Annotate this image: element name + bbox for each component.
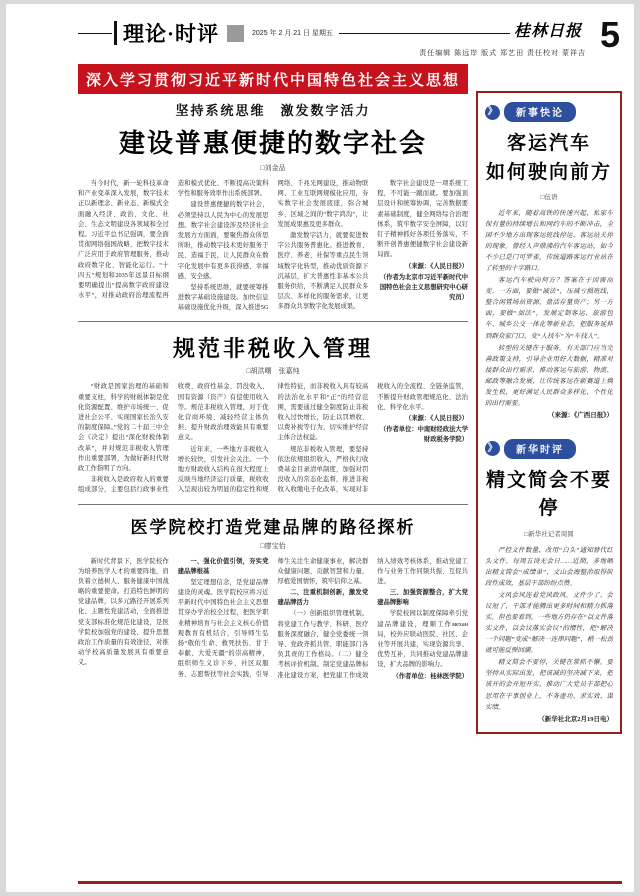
edition-title-square — [227, 25, 244, 42]
edition-title: 理论·时评 — [123, 22, 220, 46]
page-number: 5 — [599, 14, 620, 55]
staff-credits: 责任编辑 陈远岸 版式 郑艺田 责任校对 蒙祥吉 — [419, 50, 586, 57]
paragraph: （来源：《广西日报》） — [548, 411, 613, 419]
paragraph: 数字社会建设是一项系统工程，不可能一蹴而就。要加强顶层设计和统筹协调，完善数据要素基础制度，健全网络综合治理体系，筑牢数字安全屏障，以钉钉子精神抓好各项任务落实，不断开创普惠便捷数字社会建设新局面。 — [377, 180, 468, 259]
paragraph: （来源：《人民日报》） — [405, 415, 468, 422]
paragraph: （一）创新组织管理机制。将党建工作与教学、科研、医疗服务深度融合，健全党委统一领导、党政齐抓共管、职能部门各负其责的工作格局。（二）健全考核评价机制。制定党建品牌标准化建设方案，把党建工作成效纳入绩效考核体系，推动党建工作与业务工作同频共振、互促共进。 — [277, 557, 468, 679]
headline-line: 精文简会不要停 — [485, 469, 612, 520]
header-rule-right — [339, 33, 510, 34]
paragraph: （作者单位：中南财经政法大学财政税务学院） — [379, 426, 468, 444]
left-column — [78, 64, 468, 734]
article-byline: □廖宝怡 — [260, 542, 286, 550]
paragraph: （作者为北京市习近平新时代中国特色社会主义思想研究中心研究员） — [379, 273, 468, 302]
section-badge — [485, 102, 613, 122]
paragraph: （新华社北京2月19日电） — [538, 715, 613, 723]
paragraph: 二、注重机制创新，激发党建品牌活力 — [277, 589, 369, 607]
paragraph: 坚持系统思维，就要统筹推进数字基础设施建设。加快信息基础设施优化升级，深入推进5G网络、千兆光网建设，推动物联网、工业互联网规模化应用，夯实数字社会发展底座，弥合城乡、区域之间的“数字鸿沟”，让发展成果惠及更多群众。 — [177, 180, 369, 312]
paragraph: 规范非税收入管理，要坚持依法依规组织收入，严格执行收费基金目录清单制度，加强对罚没收入的常态化监督，推进非税收入收缴电子化改革，实现对非税收入的全流程、全链条监管，不断提升财政管理规范化、法治化、科学化水平。 — [277, 383, 468, 494]
headline-line: 如何驶向前方 — [485, 161, 612, 183]
paragraph: 新时代背景下，医学院校作为培养医学人才的重要阵地，肩负着立德树人、服务健康中国战略的重要使命。打造特色鲜明的党建品牌，以多元路径开展系列化、主题性党建活动，全面推进党支部标准化规范化建设，是医学院校加强党的建设、提升思想政治工作质量的有效途径，对推动学校高质量发展具有重要意义。 — [78, 557, 169, 667]
commentary-headline — [485, 467, 613, 524]
paragraph: （来源：《人民日报》） — [405, 262, 468, 270]
header-rule-left — [78, 33, 112, 34]
header-vertical-bar — [114, 21, 117, 45]
commentary-headline — [485, 130, 613, 187]
chevron-right-icon: 》 — [485, 105, 500, 120]
commentary-body — [485, 545, 613, 726]
section-badge-label: 新事快论 — [504, 102, 576, 122]
section-badge-label: 新华时评 — [504, 439, 576, 459]
article-kicker: 坚持系统思维 激发数字活力 — [175, 103, 371, 118]
paragraph: 非税收入是政府收入的重要组成部分，主要包括行政事业性收费、政府性基金、罚没收入、国有资源（资产）有偿使用收入等。规范非税收入管理，对于优化营商环境、减轻经营主体负担、提升财政治理效能具有重要意义。 — [78, 383, 269, 494]
article-body — [78, 179, 468, 313]
paragraph: “财政是国家治理的基础和重要支柱，科学的财税体制是优化资源配置、维护市场统一、促进社会公平、实现国家长治久安的制度保障。”党的二十届三中全会《决定》提出“深化财税体制改革”，并对规范非税收入管理作出重要部署，为做好新时代财政工作指明了方向。 — [78, 383, 169, 472]
paragraph: 学院校园以制度保障牵引党建品牌建设，理顺工作механ局，校外应联动医院、社区、企业等开展共建，实现资源共享、优势互补，共同推动党建品牌建设，扩大品牌的影响力。 — [377, 610, 468, 669]
paragraph: 近年来，随着高铁的快速兴起、私家车保有量的持续增长和网约车的不断冲击，全国不少地方出现客运班线停运、客运站关停的现象。曾经人声鼎沸的汽车客运站，如今不少已是门可罗雀，传统道路客运行业站在了转型的十字路口。 — [485, 210, 613, 273]
paragraph: 建设普惠便捷的数字社会，必须坚持以人民为中心的发展思想。数字社会建设涉及经济社会发展方方面面，要聚焦群众所思所盼，推动数字技术更好服务于民、造福于民，让人民群众在数字化发展中有更多获得感、幸福感、安全感。 — [177, 201, 269, 280]
article-byline: □胡洪曙 张嘉纯 — [246, 368, 300, 376]
article-divider — [78, 321, 468, 322]
article-medical-college-party-brand — [78, 513, 468, 682]
paragraph: 坚定理想信念，是党建品牌建设的灵魂。医学院校应将习近平新时代中国特色社会主义思想贯穿办学治校全过程，把医学职业精神培育与社会主义核心价值观教育有机结合，引导师生弘扬“敬佑生命、救死扶伤、甘于奉献、大爱无疆”的崇高精神，组织师生义诊下乡、社区双服务、志愿帮扶等社会实践，引导师生关注生命健康事业，解决群众健康问题，贡献智慧和力量，厚植爱国情怀，筑牢信仰之基。 — [177, 557, 369, 678]
article-byline: □刘金品 — [260, 165, 286, 172]
publication-date: 2025 年 2 月 21 日 星期五 — [252, 30, 333, 37]
commentary-body — [485, 208, 613, 422]
article-headline: 建设普惠便捷的数字社会 — [118, 129, 427, 158]
commentary-byline: □新华社记者周圆 — [524, 530, 574, 538]
theme-banner: 深入学习贯彻习近平新时代中国特色社会主义思想 — [78, 64, 468, 94]
paragraph: 转型的关键在于服务。有关部门应当完善政策支持，引导企业用好大数据，精准对接群众出行需求，推动客运与旅游、物流、邮政等融合发展，让传统客运在新赛道上焕发生机，更好满足人民群众多样化、个性化的出行需要。 — [485, 344, 613, 407]
paper-logo: 桂林日报 — [513, 23, 582, 40]
newspaper-page — [6, 4, 634, 892]
page-header — [78, 14, 622, 64]
article-body — [78, 557, 468, 682]
commentary-byline: □伍语 — [540, 194, 558, 201]
article-divider — [78, 504, 468, 505]
paragraph: 精文简会不要停，关键在常抓不懈。要坚持从实际出发，把该减的坚决减下来，把该开的会开短开实，推动广大党员干部把心思用在干事创业上，不务虚功、求实效、谋实绩。 — [485, 659, 613, 711]
paragraph: 激发数字活力，就要促进数字公共服务普惠化。推进教育、医疗、养老、社保等重点民生领域数字化转型，推动优质资源下沉基层，扩大普惠性非基本公共服务供给，不断满足人民群众多层次、多样化的服务需求，让更多群众共享数字化发展成果。 — [277, 231, 369, 311]
article-nontax-revenue — [78, 332, 468, 495]
article-body — [78, 382, 468, 495]
article-digital-society — [78, 100, 468, 313]
headline-line: 客运汽车 — [506, 133, 591, 154]
paragraph: 三、加强资源整合，扩大党建品牌影响 — [377, 589, 468, 607]
article-headline: 规范非税收入管理 — [172, 336, 373, 362]
paragraph: 客运汽车驶向何方？答案在于因需而变。一方面，要做“减法”，压减亏损班线，整合闲置场站资源，盘活存量资产；另一方面，要做“加法”，发展定制客运、旅游包车、城乡公交一体化等新业态，把服务延伸到群众家门口，变“人找车”为“车找人”。 — [485, 277, 613, 340]
paragraph: （作者单位：桂林医学院） — [392, 672, 468, 680]
paragraph: 一、强化价值引领，夯实党建品牌根基 — [177, 557, 269, 575]
section-badge — [485, 439, 613, 459]
chevron-right-icon: 》 — [485, 441, 500, 456]
page-content — [78, 64, 622, 734]
bottom-rule — [78, 881, 622, 884]
article-headline: 医学院校打造党建品牌的路径探析 — [130, 517, 416, 537]
commentary-passenger-transport — [485, 102, 613, 422]
commentary-xinhua — [485, 439, 613, 726]
paragraph: 文风会风连着党风政风。文件少了、会议短了，干部才能腾出更多时间和精力抓落实。但也要看到，一些地方仍存在“以文件落实文件、以会议落实会议”的惯性，把“解决一个问题”变成“解决一连串问题”，稍一松劲就可能反弹回潮。 — [485, 592, 613, 655]
paragraph: 严控文件数量、改用“白头”通知替代红头文件、每周五设无会日……近期，多地晒出精文简会“成绩单”，文山会海整治取得阶段性成效，基层干部纷纷点赞。 — [485, 546, 613, 588]
paragraph: 近年来，一些地方非税收入增长较快，引发社会关注。一个地方财政收入结构在很大程度上反映当地经济运行质量，税收收入呈现出较为明显的稳定性和规律性特征，而非税收入具有较高的法治化水平和“正”的经营范围，需要通过健全制度防止非税收入过快增长，防止以罚增收、以费补税等行为，切实维护经营主体合法权益。 — [177, 383, 369, 494]
commentary-box — [476, 91, 622, 734]
paragraph: 当今时代，新一轮科技革命和产业变革深入发展，数字技术正以新理念、新业态、新模式全面融入经济、政治、文化、社会、生态文明建设各领域和全过程。习近平总书记强调，要全面贯彻网络强国战略，把数字技术广泛应用于政府管理服务，推动政府数字化、智能化运行。“十四五”规划和2035年远景目标纲要明确提出“提高数字政府建设水平”，对推动政府治理流程再造和模式优化、不断提高决策科学性和服务效率作出系统部署。 — [78, 180, 269, 300]
